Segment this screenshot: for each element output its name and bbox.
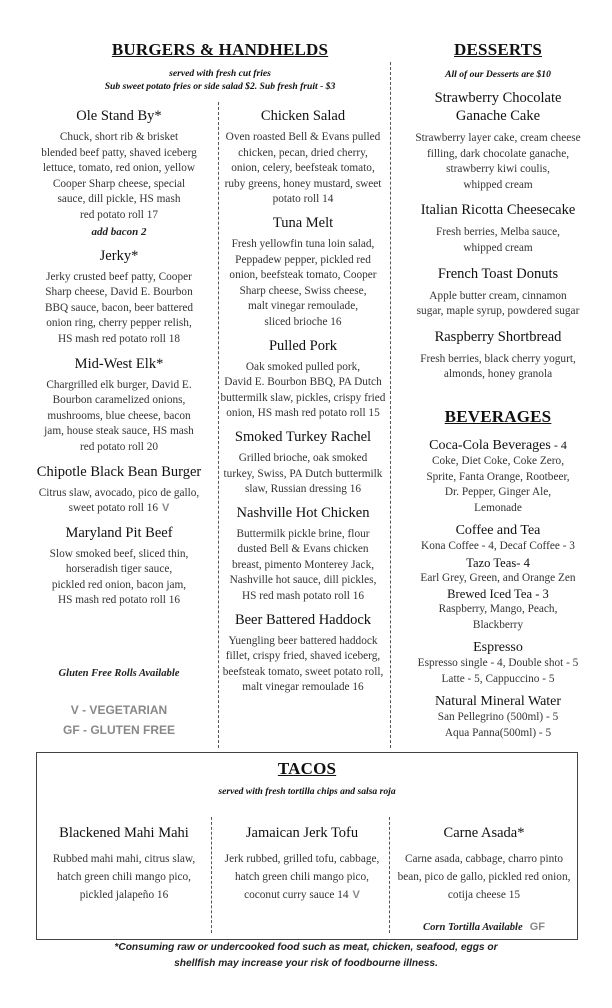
footer-disclaimer (60, 940, 552, 972)
burger-item (30, 464, 208, 517)
vegetarian-tag: V (162, 502, 170, 515)
taco-item-desc-text: Carne asada, cabbage, charro pinto (404, 853, 564, 865)
burger-item-desc-line (30, 316, 208, 332)
burger-item-desc-text: sweet potato roll 16 (68, 502, 159, 515)
handheld-item (220, 612, 386, 696)
handheld-item-desc-text: dusted Bell & Evans chicken (237, 543, 369, 556)
handheld-item-desc-line (220, 375, 386, 391)
handheld-item-name: Smoked Turkey Rachel (234, 428, 372, 445)
dessert-item-desc-line: Fresh berries, Melba sauce, (436, 226, 560, 239)
burgers-title: BURGERS & HANDHELDS (111, 40, 329, 59)
burger-item-desc-line (30, 270, 208, 286)
burger-item-desc-text: blended beef patty, shaved iceberg (41, 146, 197, 159)
taco-item-desc-text: coconut curry sauce 14 (244, 889, 349, 901)
taco-item-desc-line (393, 886, 575, 904)
handheld-item-desc-line (220, 192, 386, 208)
gluten-free-note: Gluten Free Rolls Available (58, 668, 180, 679)
taco-item-name: Jamaican Jerk Tofu (245, 825, 359, 841)
burger-item-desc-line (30, 393, 208, 409)
coke-name: Coca-Cola Beverages (429, 438, 551, 453)
handheld-item-desc-line (220, 268, 386, 284)
handheld-item-desc-text: sliced brioche 16 (264, 315, 342, 328)
burger-item (30, 248, 208, 348)
handheld-item-desc-text: Peppadew pepper, pickled red (235, 253, 371, 266)
dessert-item-desc (396, 289, 600, 320)
handheld-item-desc-text: buttermilk slaw, pickles, crispy fried (220, 391, 386, 404)
burger-item-desc-text: horseradish tiger sauce, (65, 563, 173, 576)
handheld-item-desc-text: David E. Bourbon BBQ, PA Dutch (224, 376, 382, 389)
burger-item-desc-text: sauce, dill pickle, HS mash (57, 193, 181, 206)
handheld-item (220, 338, 386, 422)
tacos-title: TACOS (277, 759, 337, 778)
handheld-item-desc-text: fillet, crispy fried, shaved iceberg, (225, 650, 381, 663)
burger-item-desc-text: Cooper Sharp cheese, special (52, 177, 186, 190)
tacos-divider-1 (211, 817, 212, 933)
taco-item-desc-text: hatch green chili mango pico, (235, 871, 369, 883)
divider-main-desserts (390, 62, 391, 748)
burger-item-desc-line (30, 547, 208, 563)
handheld-item-desc-line (220, 527, 386, 543)
beverage-coke (396, 437, 600, 516)
water-name: Natural Mineral Water (434, 694, 562, 709)
burgers-header (30, 40, 410, 93)
burger-item-desc-text: Bourbon caramelized onions, (52, 394, 186, 407)
burger-item-extra: add bacon 2 (91, 225, 147, 238)
espresso-line-2: Latte - 5, Cappuccino - 5 (441, 672, 555, 685)
handheld-item-desc-line (220, 451, 386, 467)
handheld-item (220, 429, 386, 498)
beverages-title: BEVERAGES (444, 407, 552, 426)
handheld-item-desc-line (220, 130, 386, 146)
dessert-item-name: Strawberry Chocolate (434, 90, 562, 106)
espresso-name: Espresso (473, 640, 523, 655)
handheld-item-desc-line (220, 573, 386, 589)
handheld-item-desc-line (220, 299, 386, 315)
burger-item-desc-line (30, 146, 208, 162)
handheld-item-desc-text: slaw, Russian dressing 16 (245, 483, 361, 496)
burgers-left-column (30, 108, 208, 617)
taco-item-desc-line (219, 850, 385, 868)
tazo-name: Tazo Teas- 4 (466, 555, 530, 570)
handheld-item (220, 215, 386, 331)
dessert-item (396, 265, 600, 320)
handheld-item-desc-text: Sharp cheese, Swiss cheese, (239, 284, 367, 297)
desserts-title: DESSERTS (454, 40, 542, 59)
burger-item-desc-line (30, 301, 208, 317)
legend-vegetarian: V - VEGETARIAN (70, 703, 168, 717)
handheld-item-desc-line (220, 253, 386, 269)
burger-item-desc-text: jam, house steak sauce, HS mash (44, 425, 194, 438)
taco-item-name: Blackened Mahi Mahi (59, 825, 189, 841)
burger-item-desc-text: Jerky crusted beef patty, Cooper (46, 270, 192, 283)
handheld-item-desc-text: Oak smoked pulled pork, (245, 360, 361, 373)
burger-item-desc-line (30, 285, 208, 301)
corn-tortilla-note (393, 917, 575, 935)
handheld-item-desc-line (220, 360, 386, 376)
burger-item-name: Maryland Pit Beef (65, 524, 173, 541)
burgers-sub-options: Sub sweet potato fries or side salad $2. Sub fresh fruit - $3 (104, 81, 336, 92)
water-line-2: Aqua Panna(500ml) - 5 (444, 726, 552, 739)
iced-tea-line-2: Blackberry (472, 618, 524, 631)
burger-item-desc-line (30, 562, 208, 578)
handheld-item-desc-text: turkey, Swiss, PA Dutch buttermilk (223, 467, 383, 480)
tazo-line: Earl Grey, Green, and Orange Zen (420, 571, 576, 584)
beverage-espresso (396, 639, 600, 687)
handheld-item-desc-line (220, 315, 386, 331)
iced-tea-line-1: Raspberry, Mango, Peach, (438, 603, 558, 615)
dessert-item-name: Ganache Cake (455, 108, 541, 124)
burger-item-desc-line (30, 177, 208, 193)
burger-item (30, 525, 208, 609)
handheld-item-desc-text: chicken, pecan, dried cherry, (238, 146, 368, 159)
dessert-item-desc-line: whipped cream (463, 241, 533, 254)
dessert-item-desc-line: filling, dark chocolate ganache, (426, 147, 570, 160)
handheld-item-desc-line (220, 237, 386, 253)
dessert-item-desc-line: almonds, honey granola (443, 368, 553, 381)
handheld-item-desc-text: Nashville hot sauce, dill pickles, (229, 574, 377, 587)
desserts-section (396, 40, 600, 383)
handheld-item-desc-text: onion, beefsteak tomato, Cooper (229, 269, 377, 282)
burger-item-desc-line (30, 424, 208, 440)
handheld-item-desc-text: onion, HS mash red potato roll 15 (226, 407, 380, 420)
divider-burgers-columns (218, 102, 219, 748)
coke-line-3: Dr. Pepper, Ginger Ale, (444, 486, 552, 498)
taco-item-desc-text: Jerk rubbed, grilled tofu, cabbage, (224, 853, 380, 865)
taco-item-desc-line (219, 868, 385, 886)
handheld-item-desc-text: Grilled brioche, oak smoked (238, 451, 368, 464)
handheld-item-desc-line (220, 665, 386, 681)
dessert-item-desc (396, 352, 600, 383)
desserts-list (396, 89, 600, 383)
dessert-item-desc (396, 131, 600, 193)
dessert-item-name: French Toast Donuts (437, 265, 559, 282)
burger-item-desc-text: Citrus slaw, avocado, pico de gallo, (38, 486, 200, 499)
burger-item-desc-text: Sharp cheese, David E. Bourbon (45, 286, 193, 299)
dessert-item-desc (396, 225, 600, 256)
burgers-right-column (220, 108, 386, 703)
coffee-line: Kona Coffee - 4, Decaf Coffee - 3 (421, 540, 575, 552)
handheld-item-desc-line (220, 406, 386, 422)
handheld-item-desc-line (220, 391, 386, 407)
handheld-item (220, 505, 386, 605)
handheld-item-name: Chicken Salad (260, 108, 346, 124)
taco-item (219, 825, 385, 904)
burger-item-desc-line (30, 409, 208, 425)
coffee-name: Coffee and Tea (455, 523, 541, 538)
beverages-section (396, 407, 600, 741)
coke-line-2: Sprite, Fanta Orange, Rootbeer, (426, 470, 570, 483)
dessert-item-desc-line: Fresh berries, black cherry yogurt, (420, 352, 576, 365)
taco-item-desc-text: bean, pico de gallo, pickled red onion, (397, 871, 571, 883)
coke-line-4: Lemonade (474, 501, 522, 514)
handheld-item-desc-line (220, 680, 386, 696)
handheld-item-desc-line (220, 634, 386, 650)
handheld-item-desc-line (220, 558, 386, 574)
burger-item-desc-line (30, 578, 208, 594)
burger-item-desc-text: HS mash red potato roll 16 (57, 594, 181, 607)
water-line-1: San Pellegrino (500ml) - 5 (437, 711, 559, 723)
taco-item-desc-text: Rubbed mahi mahi, citrus slaw, (52, 853, 196, 865)
taco-item-desc-line (393, 868, 575, 886)
dessert-item-desc-line: sugar, maple syrup, powdered sugar (416, 305, 580, 318)
corn-tortilla-gf-tag: GF (529, 921, 545, 933)
burger-item-desc-text: Chuck, short rib & brisket (59, 131, 179, 143)
footer-line-1: *Consuming raw or undercooked food such as meat, chicken, seafood, eggs or (114, 942, 498, 953)
taco-item-desc-text: hatch green chili mango pico, (57, 871, 191, 883)
handheld-item-desc-text: ruby greens, honey mustard, sweet (224, 177, 382, 190)
burger-item-name: Jerky* (99, 247, 139, 264)
espresso-line-1: Espresso single - 4, Double shot - 5 (417, 657, 579, 669)
burger-item-desc-line (30, 208, 208, 224)
handheld-item-desc-line (220, 482, 386, 498)
handheld-item-desc-text: Yuengling beer battered haddock (228, 634, 378, 647)
handheld-item-desc-line (220, 284, 386, 300)
handheld-item-desc-line (220, 177, 386, 193)
handheld-item-desc-text: onion, celery, beefsteak tomato, (231, 162, 375, 175)
taco-item-desc-line (41, 868, 207, 886)
dessert-item (396, 328, 600, 383)
taco-item-desc-text: cotija cheese 15 (447, 889, 521, 901)
burger-item-desc-text: Chargrilled elk burger, David E. (46, 378, 192, 391)
burger-item-name: Mid-West Elk* (74, 355, 164, 372)
handheld-item-desc-text: Fresh yellowfin tuna loin salad, (231, 237, 375, 250)
burger-item-desc-line (30, 130, 208, 146)
burger-item-desc-line (30, 593, 208, 609)
dessert-item-desc-line: strawberry kiwi coulis, (446, 163, 550, 176)
burger-item-desc-text: HS mash red potato roll 18 (57, 332, 181, 345)
dessert-item-name: Raspberry Shortbread (434, 328, 562, 345)
burgers-left-notes (30, 668, 208, 737)
taco-item-desc-line (393, 850, 575, 868)
dessert-item (396, 201, 600, 256)
beverage-coffee (396, 522, 600, 633)
tacos-divider-2 (389, 817, 390, 933)
burger-item (30, 356, 208, 456)
dessert-item (396, 89, 600, 193)
dessert-item-desc-line: Strawberry layer cake, cream cheese (415, 132, 581, 144)
burger-item-desc-line (30, 192, 208, 208)
vegetarian-tag: V (352, 889, 360, 901)
handheld-item-desc-text: malt vinegar remoulade 16 (242, 681, 364, 694)
burger-item-desc-line (30, 378, 208, 394)
burger-item-desc-text: red potato roll 20 (79, 440, 159, 453)
handheld-item-desc-line (220, 161, 386, 177)
taco-item (393, 825, 575, 904)
iced-tea-name: Brewed Iced Tea - 3 (447, 587, 549, 601)
legend-gluten-free: GF - GLUTEN FREE (63, 723, 175, 737)
tacos-sub: served with fresh tortilla chips and salsa roja (218, 786, 396, 797)
desserts-sub: All of our Desserts are $10 (445, 69, 551, 80)
handheld-item-desc-line (220, 542, 386, 558)
handheld-item-desc-text: potato roll 14 (272, 193, 334, 206)
burger-item-desc-text: Slow smoked beef, sliced thin, (49, 547, 189, 560)
dessert-item-name: Italian Ricotta Cheesecake (420, 202, 576, 219)
tacos-box (36, 752, 578, 940)
handheld-item-desc-text: beefsteak tomato, sweet potato roll, (222, 665, 384, 678)
handheld-item-name: Beer Battered Haddock (234, 611, 372, 628)
taco-item (41, 825, 207, 904)
handheld-item-desc-line (220, 467, 386, 483)
burger-item-desc-text: pickled red onion, bacon jam, (51, 578, 187, 591)
burger-item-desc-text: lettuce, tomato, red onion, yellow (42, 162, 196, 175)
handheld-item-desc-text: Buttermilk pickle brine, flour (236, 527, 370, 540)
taco-item-desc-line (219, 886, 385, 904)
taco-item-desc-text: pickled jalapeño 16 (79, 889, 169, 901)
burger-item-desc-text: onion ring, cherry pepper relish, (46, 317, 192, 330)
beverage-water (396, 693, 600, 741)
handheld-item-desc-line (220, 589, 386, 605)
taco-item-desc-line (41, 886, 207, 904)
handheld-item-name: Pulled Pork (268, 337, 338, 354)
burger-item-desc-text: mushrooms, blue cheese, bacon (47, 409, 191, 422)
burger-item-desc-text: red potato roll 17 (79, 208, 159, 221)
burger-item-desc-line (30, 440, 208, 456)
burger-item-desc-line (30, 161, 208, 177)
coke-line-1: Coke, Diet Coke, Coke Zero, (431, 455, 565, 467)
handheld-item-name: Nashville Hot Chicken (236, 504, 370, 521)
handheld-item-name: Tuna Melt (272, 214, 334, 231)
burger-item-desc-text: BBQ sauce, bacon, beer battered (44, 301, 194, 314)
burger-item-desc-line (30, 332, 208, 348)
burger-item-name: Ole Stand By* (76, 108, 162, 124)
taco-item-name: Carne Asada* (443, 825, 525, 841)
footer-line-2: shellfish may increase your risk of foodbourne illness. (174, 958, 438, 969)
burger-item-desc-line (30, 486, 208, 502)
taco-item-desc-line (41, 850, 207, 868)
handheld-item-desc-text: Oven roasted Bell & Evans pulled (225, 131, 381, 143)
handheld-item-desc-text: malt vinegar remoulade, (247, 300, 359, 313)
handheld-item-desc-line (220, 649, 386, 665)
coke-price: - 4 (550, 438, 567, 452)
handheld-item-desc-text: breast, pimento Monterey Jack, (231, 558, 375, 571)
dessert-item-desc-line: whipped cream (463, 178, 533, 191)
handheld-item (220, 108, 386, 208)
burgers-sub-fries: served with fresh cut fries (169, 68, 271, 79)
corn-tortilla-text: Corn Tortilla Available (423, 922, 523, 933)
burger-item-desc-line (30, 501, 208, 517)
dessert-item-desc-line: Apple butter cream, cinnamon (429, 289, 567, 302)
burger-item-name: Chipotle Black Bean Burger (36, 463, 202, 480)
handheld-item-desc-text: HS red mash potato roll 16 (241, 590, 365, 603)
burger-item (30, 108, 208, 240)
handheld-item-desc-line (220, 146, 386, 162)
